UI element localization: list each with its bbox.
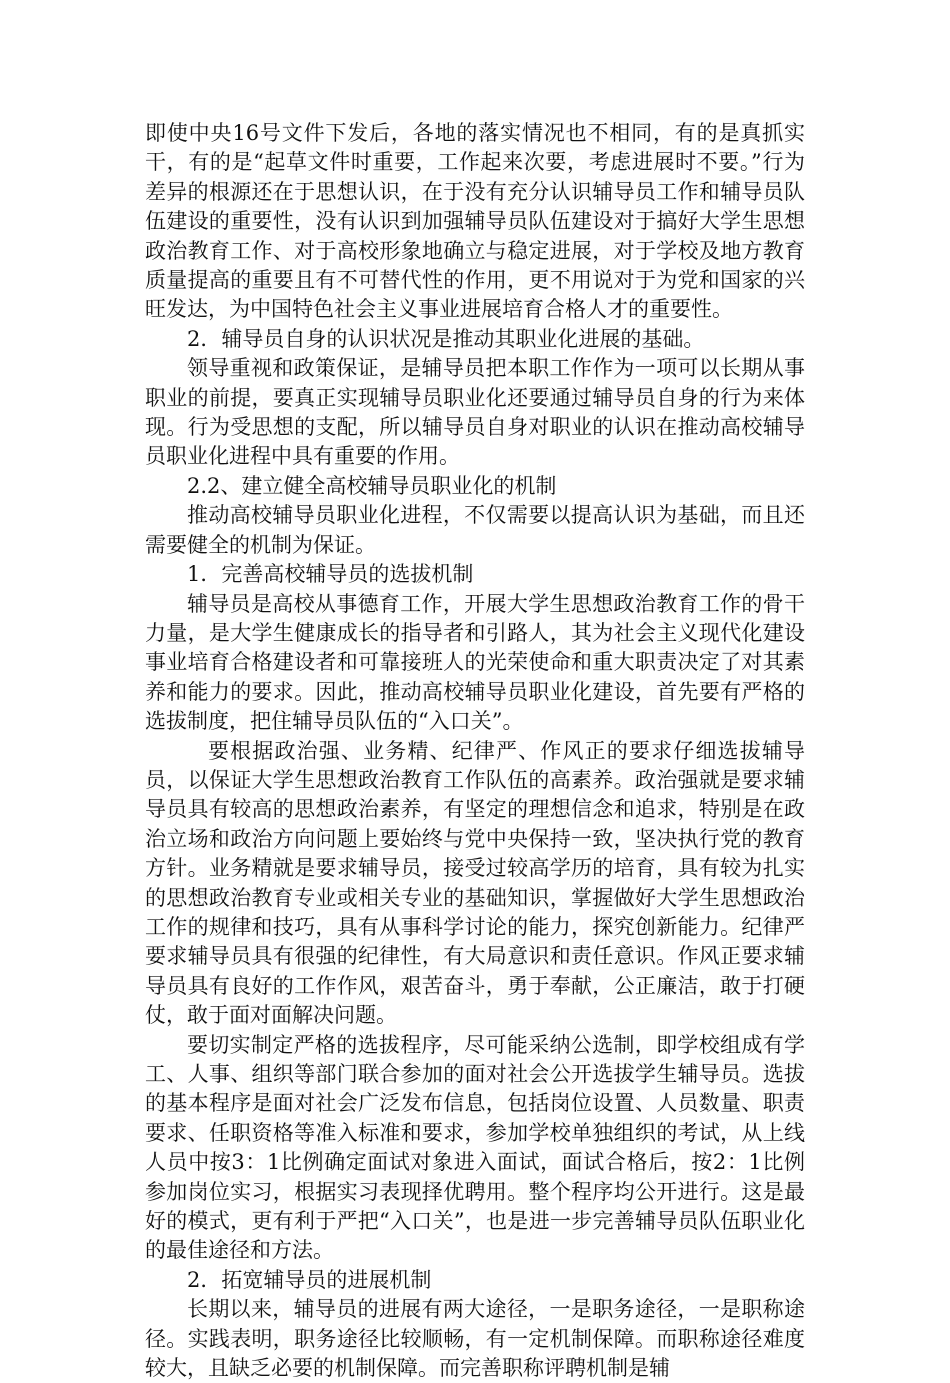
paragraph-development-paths: 长期以来，辅导员的进展有两大途径，一是职务途径，一是职称途径。实践表明，职务途径比较顺畅，有一定机制保障。而职称途径难度较大，且缺乏必要的机制保障。而完善职称评聘机制是辅: [145, 1297, 805, 1381]
paragraph-leadership-policy: 领导重视和政策保证，是辅导员把本职工作作为一项可以长期从事职业的前提，要真正实现辅导员职业化还要通过辅导员自身的行为来体现。行为受思想的支配，所以辅导员自身对职业的认识在推动高校辅导员职业化进程中具有重要的作用。: [145, 356, 805, 469]
paragraph-selection-requirements: 要根据政治强、业务精、纪律严、作风正的要求仔细选拔辅导员，以保证大学生思想政治教育工作队伍的高素养。政治强就是要求辅导员具有较高的思想政治素养，有坚定的理想信念和追求，特别是在政治立场和政治方向问题上要始终与党中央保持一致，坚决执行党的教育方针。业务精就是要求辅导员，接受过较高学历的培育，具有较为扎实的思想政治教育专业或相关专业的基础知识，掌握做好大学生思想政治工作的规律和技巧，具有从事科学讨论的能力，探究创新能力。纪律严要求辅导员具有很强的纪律性，有大局意识和责任意识。作风正要求辅导员具有良好的工作作风，艰苦奋斗，勇于奉献，公正廉洁，敢于打硬仗，敢于面对面解决问题。: [145, 738, 805, 1028]
paragraph-selection-procedure: 要切实制定严格的选拔程序，尽可能采纳公选制，即学校组成有学工、人事、组织等部门联合参加的面对社会公开选拔学生辅导员。选拔的基本程序是面对社会广泛发布信息，包括岗位设置、人员数量、职责要求、任职资格等准入标准和要求，参加学校单独组织的考试，从上线人员中按3：1比例确定面试对象进入面试，面试合格后，按2：1比例参加岗位实习，根据实习表现择优聘用。整个程序均公开进行。这是最好的模式，更有利于严把“入口关”，也是进一步完善辅导员队伍职业化的最佳途径和方法。: [145, 1032, 805, 1263]
paragraph-counselor-role: 辅导员是高校从事德育工作，开展大学生思想政治教育工作的骨干力量，是大学生健康成长的指导者和引路人，其为社会主义现代化建设事业培育合格建设者和可靠接班人的光荣使命和重大职责决定了对其素养和能力的要求。因此，推动高校辅导员职业化建设，首先要有严格的选拔制度，把住辅导员队伍的“入口关”。: [145, 591, 805, 734]
paragraph-subheading-development: 2．拓宽辅导员的进展机制: [187, 1267, 432, 1292]
section-heading-mechanism: 2.2、建立健全高校辅导员职业化的机制: [187, 473, 557, 498]
paragraph-mechanism-intro: 推动高校辅导员职业化进程，不仅需要以提高认识为基础，而且还需要健全的机制为保证。: [145, 503, 805, 557]
paragraph-subheading-self-awareness: 2．辅导员自身的认识状况是推动其职业化进展的基础。: [187, 326, 705, 351]
paragraph-subheading-selection: 1．完善高校辅导员的选拔机制: [187, 562, 474, 587]
paragraph-continuation: 即使中央16号文件下发后，各地的落实情况也不相同，有的是真抓实干，有的是“起草文件时重要，工作起来次要，考虑进展时不要。”行为差异的根源还在于思想认识，在于没有充分认识辅导员工作和辅导员队伍建设的重要性，没有认识到加强辅导员队伍建设对于搞好大学生思想政治教育工作、对于高校形象地确立与稳定进展，对于学校及地方教育质量提高的重要且有不可替代性的作用，更不用说对于为党和国家的兴旺发达，为中国特色社会主义事业进展培育合格人才的重要性。: [145, 121, 805, 322]
document-page: [145, 119, 805, 1383]
